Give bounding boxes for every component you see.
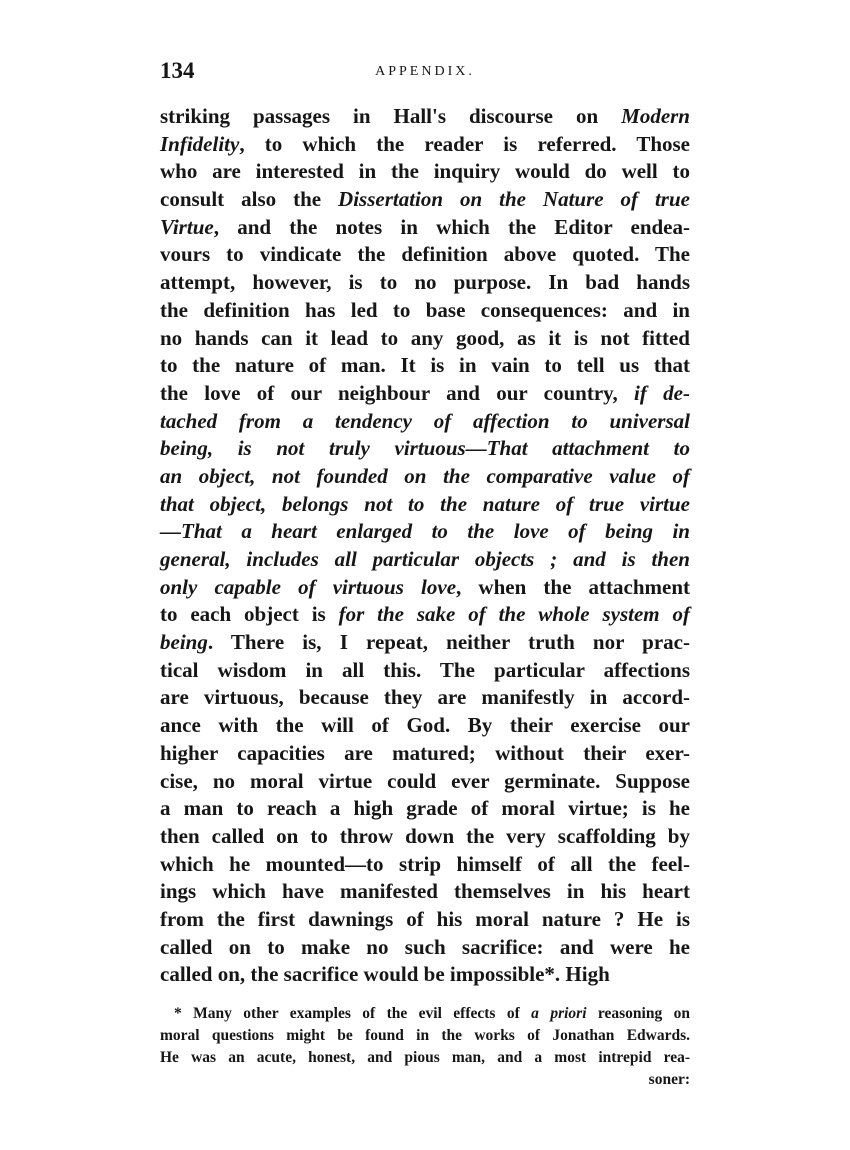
text-run: to each object is xyxy=(160,602,339,627)
body-text xyxy=(160,103,690,989)
page-header xyxy=(160,58,690,90)
text-run: tical wisdom in all this. The particular affections xyxy=(160,657,690,682)
text-line xyxy=(160,795,690,823)
italic-text: Dissertation on the Nature of true xyxy=(338,187,690,212)
text-run: * Many other examples of the evil effects of xyxy=(174,1005,532,1022)
text-line xyxy=(160,712,690,740)
text-run: ings which have manifested themselves in his heart xyxy=(160,879,690,904)
text-run: to the nature of man. It is in vain to tell us that xyxy=(160,353,690,378)
text-run: reasoning on xyxy=(586,1005,691,1022)
text-line xyxy=(160,380,690,408)
text-run: the definition has led to base consequences: and in xyxy=(160,297,690,322)
text-line xyxy=(160,131,690,159)
text-line xyxy=(160,103,690,131)
footnote-line xyxy=(160,1069,690,1091)
footnote-line xyxy=(160,1025,690,1047)
text-line xyxy=(160,214,690,242)
text-run: from the first dawnings of his moral nature ? He is xyxy=(160,906,690,931)
footnote-line xyxy=(160,1047,690,1069)
text-line xyxy=(160,823,690,851)
text-run: who are interested in the inquiry would do well to xyxy=(160,159,690,184)
text-line xyxy=(160,574,690,602)
text-line xyxy=(160,768,690,796)
text-line xyxy=(160,851,690,879)
text-line xyxy=(160,906,690,934)
text-line xyxy=(160,435,690,463)
italic-text: if de- xyxy=(634,380,690,405)
text-run: called on, the sacrifice would be impossible*. High xyxy=(160,962,610,987)
text-run: attempt, however, is to no purpose. In bad hands xyxy=(160,270,690,295)
text-line xyxy=(160,518,690,546)
text-run: He was an acute, honest, and pious man, and a most intrepid rea- xyxy=(160,1049,690,1066)
italic-text: being xyxy=(160,630,208,655)
footnote xyxy=(160,1003,690,1091)
italic-text: —That a heart enlarged to the love of being in xyxy=(160,519,690,544)
text-run: then called on to throw down the very scaffolding by xyxy=(160,823,690,848)
italic-text: that object, belongs not to the nature of true virtue xyxy=(160,491,690,516)
text-line xyxy=(160,325,690,353)
text-run: a man to reach a high grade of moral virtue; is he xyxy=(160,796,690,821)
text-run: consult also the xyxy=(160,187,339,212)
text-run: which he mounted—to strip himself of all the feel- xyxy=(160,851,690,876)
italic-text: being, is not truly virtuous—That attachment to xyxy=(160,436,690,461)
text-line xyxy=(160,657,690,685)
italic-text: general, includes all particular objects ; and is then xyxy=(160,547,690,571)
text-run: called on to make no such sacrifice: and were he xyxy=(160,934,690,959)
page-number: 134 xyxy=(160,58,195,83)
text-line xyxy=(160,297,690,325)
text-run: moral questions might be found in the works of Jonathan Edwards. xyxy=(160,1027,690,1044)
text-line xyxy=(160,352,690,380)
text-line xyxy=(160,961,690,989)
text-line xyxy=(160,241,690,269)
text-line xyxy=(160,934,690,962)
text-run: are virtuous, because they are manifestly in accord- xyxy=(160,685,690,710)
text-run: , to which the reader is referred. Those xyxy=(239,131,690,156)
text-line xyxy=(160,601,690,629)
italic-text: only capable of virtuous love xyxy=(160,574,457,599)
text-line xyxy=(160,491,690,519)
italic-text: Modern xyxy=(621,104,690,128)
text-run: . There is, I repeat, neither truth nor prac- xyxy=(207,630,690,655)
running-head: APPENDIX. xyxy=(375,64,475,79)
text-run: , and the notes in which the Editor endea- xyxy=(213,214,690,239)
text-line xyxy=(160,629,690,657)
italic-text: Virtue xyxy=(160,214,214,239)
text-line xyxy=(160,408,690,436)
text-run: ance with the will of God. By their exercise our xyxy=(160,713,690,738)
text-line xyxy=(160,878,690,906)
text-line xyxy=(160,740,690,768)
text-line xyxy=(160,186,690,214)
italic-text: Infidelity xyxy=(160,131,240,156)
text-run: no hands can it lead to any good, as it is not fitted xyxy=(160,325,690,350)
text-run: vours to vindicate the definition above quoted. The xyxy=(160,242,690,267)
italic-text: a priori xyxy=(531,1005,587,1022)
italic-text: an object, not founded on the comparative value of xyxy=(160,463,690,488)
italic-text: tached from a tendency of affection to universal xyxy=(160,408,690,433)
text-line xyxy=(160,158,690,186)
text-line xyxy=(160,684,690,712)
text-run: striking passages in Hall's discourse on xyxy=(160,104,622,128)
text-line xyxy=(160,463,690,491)
text-run: cise, no moral virtue could ever germinate. Suppose xyxy=(160,768,690,793)
footnote-line xyxy=(160,1003,690,1025)
text-run: soner: xyxy=(648,1071,690,1088)
text-line xyxy=(160,269,690,297)
text-line xyxy=(160,546,690,574)
text-run: the love of our neighbour and our country, xyxy=(160,380,635,405)
italic-text: for the sake of the whole system of xyxy=(338,602,690,627)
text-run: higher capacities are matured; without their exer- xyxy=(160,740,690,765)
text-run: , when the attachment xyxy=(456,574,691,599)
